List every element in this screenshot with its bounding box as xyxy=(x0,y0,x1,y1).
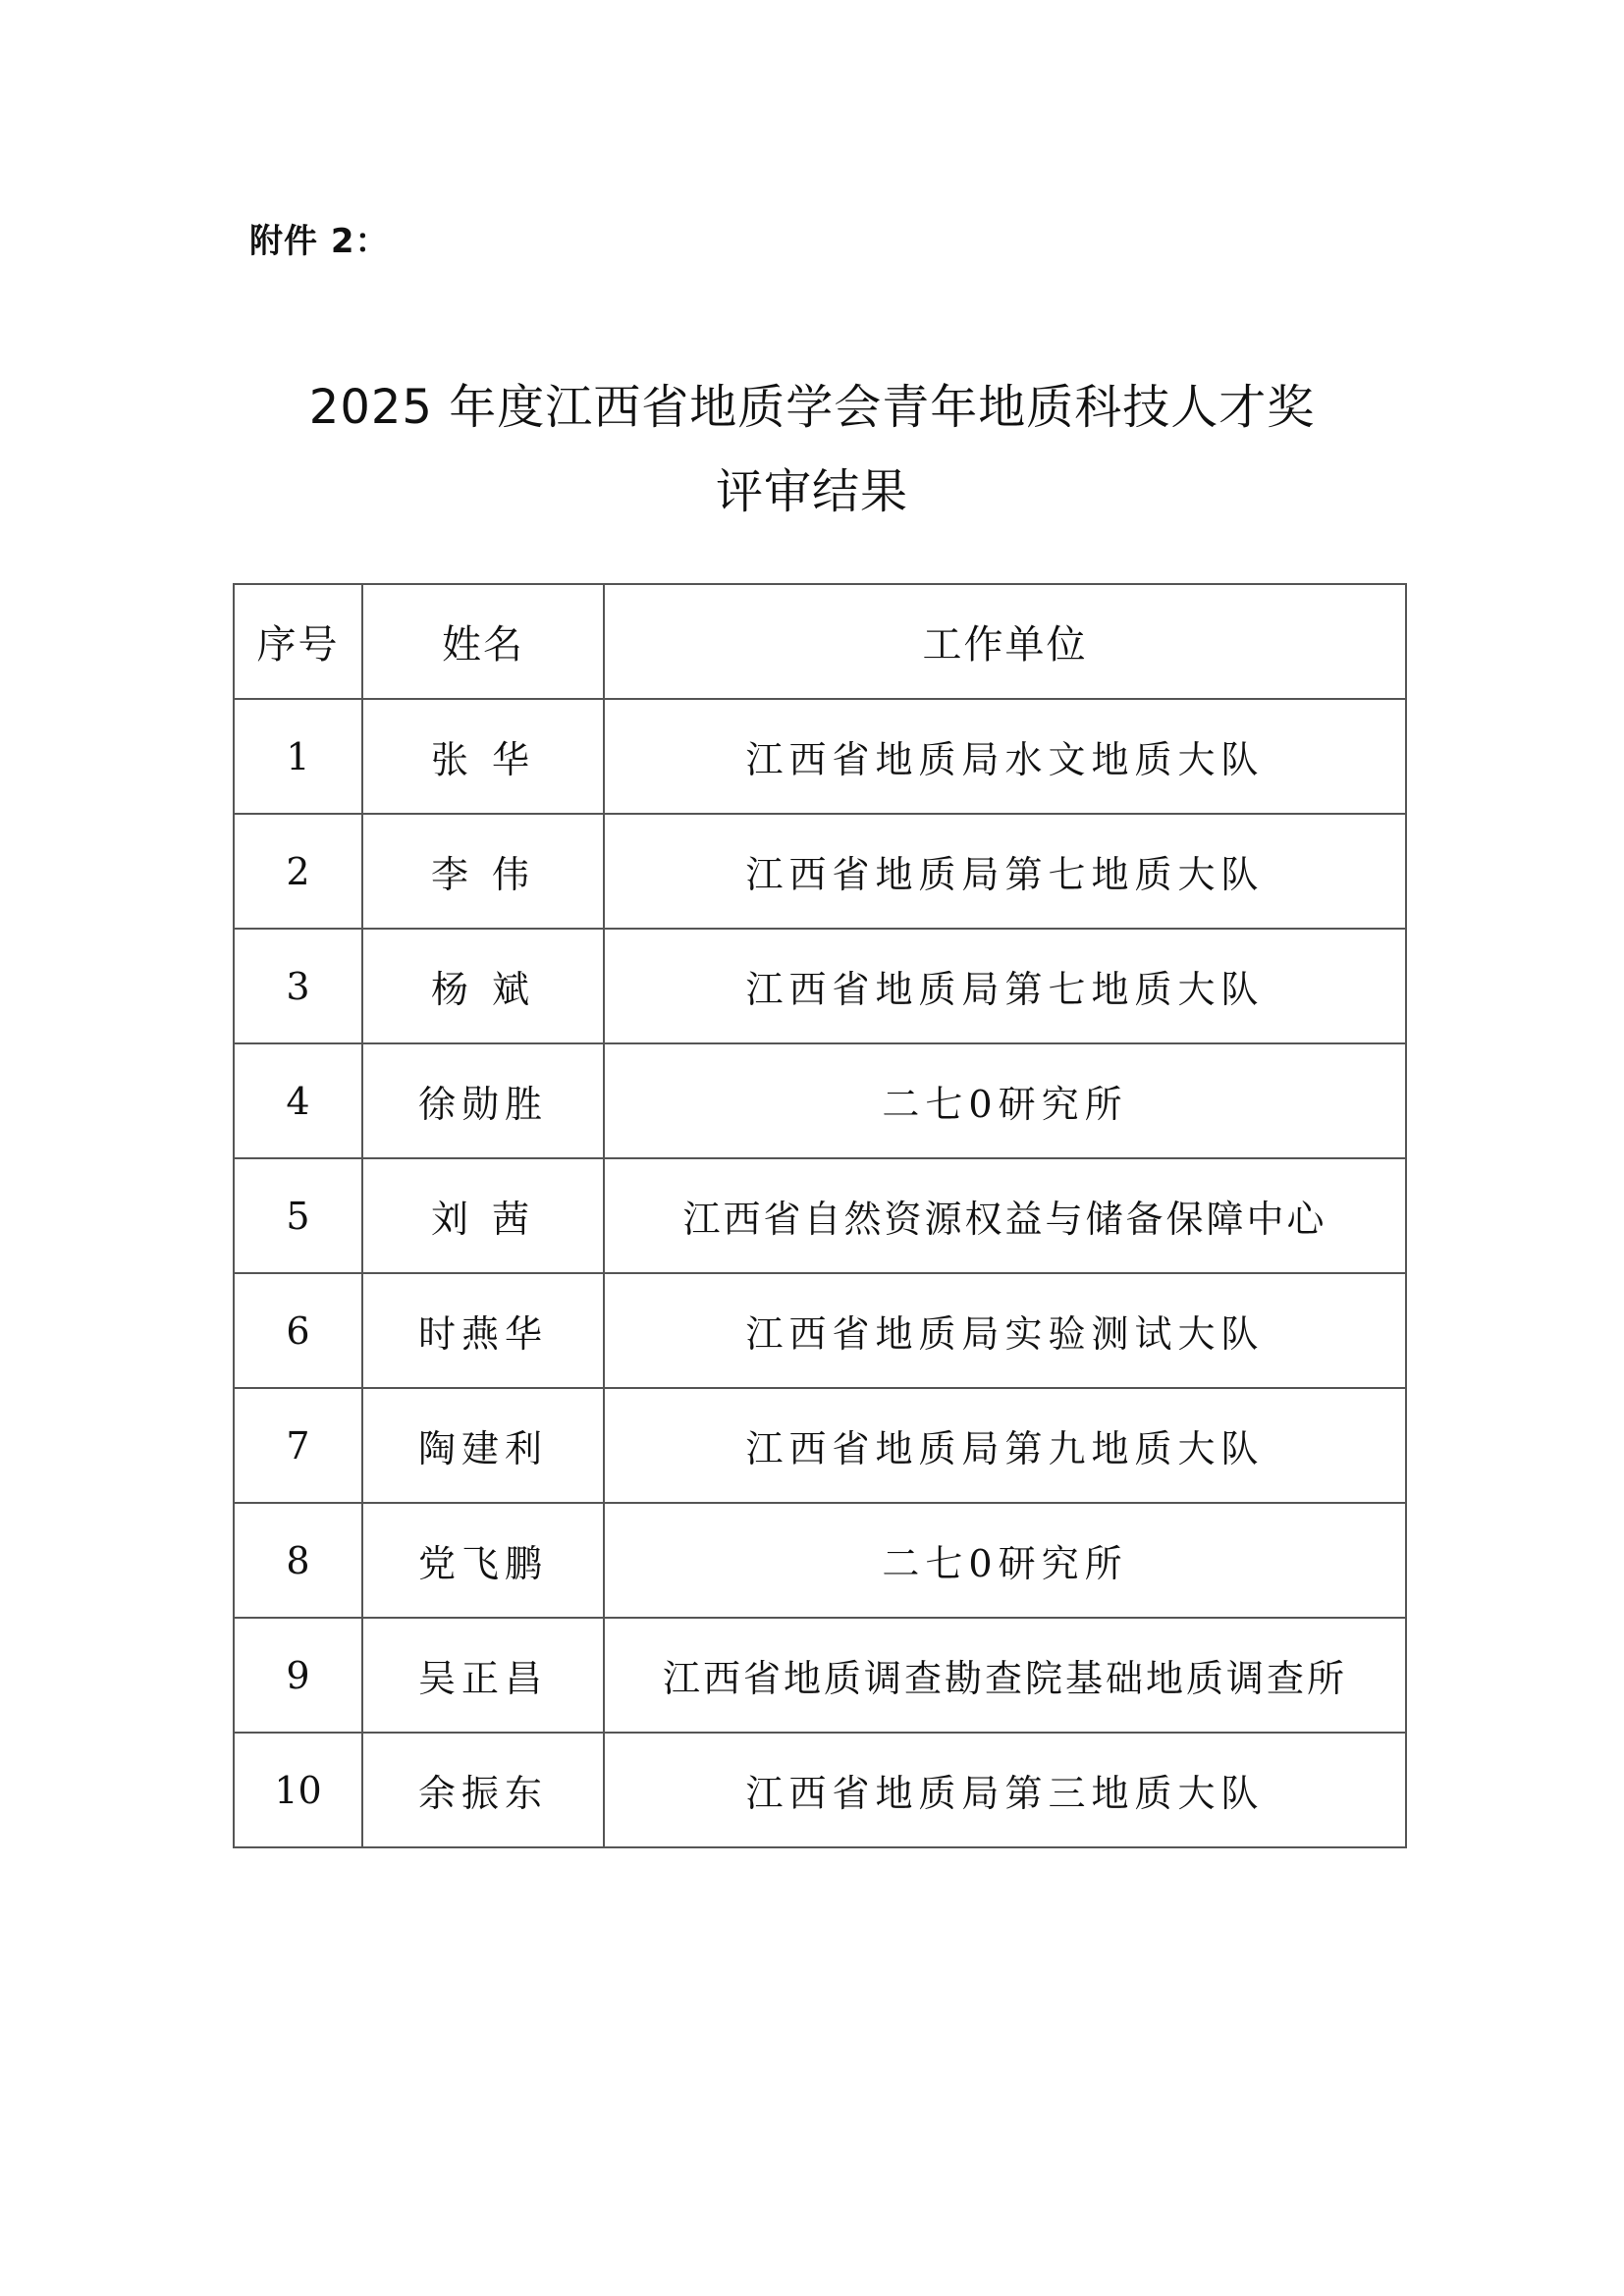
row-unit: 江西省地质局实验测试大队 xyxy=(604,1273,1406,1388)
row-unit: 江西省地质局第三地质大队 xyxy=(604,1733,1406,1847)
row-seq: 1 xyxy=(234,699,362,814)
table-row xyxy=(234,1503,1406,1618)
row-unit: 二七0研究所 xyxy=(604,1503,1406,1618)
row-unit: 二七0研究所 xyxy=(604,1043,1406,1158)
row-name: 陶建利 xyxy=(362,1388,604,1503)
row-seq: 8 xyxy=(234,1503,362,1618)
document-title: 2025 年度江西省地质学会青年地质科技人才奖 xyxy=(308,380,1316,435)
header-name: 姓名 xyxy=(362,584,604,699)
header-unit: 工作单位 xyxy=(604,584,1406,699)
row-name: 党飞鹏 xyxy=(362,1503,604,1618)
row-unit: 江西省地质局第七地质大队 xyxy=(604,929,1406,1043)
table-row xyxy=(234,814,1406,929)
table-row xyxy=(234,1158,1406,1273)
row-name: 张 华 xyxy=(362,699,604,814)
row-seq: 5 xyxy=(234,1158,362,1273)
row-seq: 7 xyxy=(234,1388,362,1503)
table-row xyxy=(234,1733,1406,1847)
row-name: 刘 茜 xyxy=(362,1158,604,1273)
table-header-row xyxy=(234,584,1406,699)
table-row xyxy=(234,1043,1406,1158)
row-name: 吴正昌 xyxy=(362,1618,604,1733)
row-name: 时燕华 xyxy=(362,1273,604,1388)
row-unit: 江西省自然资源权益与储备保障中心 xyxy=(604,1158,1406,1273)
table-row xyxy=(234,699,1406,814)
table-row xyxy=(234,1273,1406,1388)
row-seq: 3 xyxy=(234,929,362,1043)
row-seq: 10 xyxy=(234,1733,362,1847)
document-subtitle: 评审结果 xyxy=(715,464,908,519)
row-seq: 9 xyxy=(234,1618,362,1733)
row-unit: 江西省地质局水文地质大队 xyxy=(604,699,1406,814)
row-seq: 2 xyxy=(234,814,362,929)
row-seq: 6 xyxy=(234,1273,362,1388)
row-name: 余振东 xyxy=(362,1733,604,1847)
table-row xyxy=(234,929,1406,1043)
table-row xyxy=(234,1618,1406,1733)
row-unit: 江西省地质局第九地质大队 xyxy=(604,1388,1406,1503)
row-name: 李 伟 xyxy=(362,814,604,929)
row-name: 徐勋胜 xyxy=(362,1043,604,1158)
table-row xyxy=(234,1388,1406,1503)
results-table xyxy=(233,583,1407,1848)
row-name: 杨 斌 xyxy=(362,929,604,1043)
attachment-label: 附件 2： xyxy=(249,222,390,261)
row-unit: 江西省地质局第七地质大队 xyxy=(604,814,1406,929)
row-unit: 江西省地质调查勘查院基础地质调查所 xyxy=(604,1618,1406,1733)
row-seq: 4 xyxy=(234,1043,362,1158)
header-seq: 序号 xyxy=(234,584,362,699)
